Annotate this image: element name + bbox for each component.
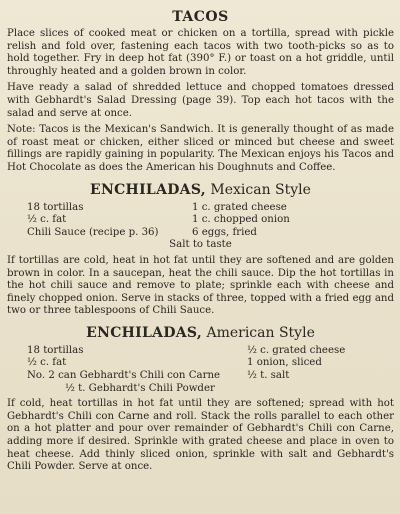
ingredient-item: Chili Sauce (recipe p. 36) bbox=[27, 226, 159, 238]
tacos-title: TACOS bbox=[172, 9, 229, 25]
ingredient-row bbox=[7, 227, 394, 240]
enchiladas-mexican-title bbox=[7, 181, 394, 199]
ingredient-item: ½ c. fat bbox=[27, 214, 67, 226]
ingredient-item: 1 onion, sliced bbox=[247, 357, 322, 369]
tacos-paragraph-1: Place slices of cooked meat or chicken on a tortilla, spread with pickle relish and fold over, fastening each tacos with two tooth-picks so as to hold together. Fry in deep hot fat (390° F.) or toast on a hot griddle, until throughly heated and a golden brown in color. bbox=[7, 28, 394, 77]
ingredient-row bbox=[7, 345, 394, 358]
ingredient-item: ½ t. salt bbox=[247, 370, 290, 382]
enchiladas-american-ingredients bbox=[7, 345, 394, 395]
enchiladas-mexican-title-style: Mexican Style bbox=[210, 181, 311, 198]
tacos-paragraph-2: Have ready a salad of shredded lettuce and chopped tomatoes dressed with Gebhardt's Salad Dressing (page 39). Top each hot tacos with the salad and serve at once. bbox=[7, 82, 394, 119]
enchiladas-american-title bbox=[7, 324, 394, 342]
ingredient-item: 18 tortillas bbox=[27, 201, 84, 213]
ingredient-row bbox=[7, 214, 394, 227]
enchiladas-american-directions: If cold, heat tortillas in hot fat until they are softened; spread with hot Gebhardt's Chili con Carne and roll. Stack the rolls parallel to each other on a hot platter and pour over remainder of Gebhardt's Chili con Carne, adding more if desired. Sprinkle with grated cheese and place in oven to heat cheese. Add thinly sliced onion, sprinkle with salt and Gebhardt's Chili Powder. Serve at once. bbox=[7, 398, 394, 473]
enchiladas-mexican-ingredients bbox=[7, 202, 394, 252]
ingredient-row bbox=[7, 370, 394, 383]
ingredient-item: Salt to taste bbox=[169, 239, 232, 251]
enchiladas-mexican-title-main: ENCHILADAS, bbox=[90, 181, 206, 198]
tacos-note: Note: Tacos is the Mexican's Sandwich. It is generally thought of as made of roast meat or chicken, either sliced or minced but cheese and sweet fillings are rapidly gaining in popularity. The Mexican enjoys his Tacos and Hot Chocolate as does the American his Doughnuts and Coffee. bbox=[7, 124, 394, 173]
ingredient-item: 1 c. grated cheese bbox=[192, 201, 287, 213]
ingredient-row bbox=[7, 202, 394, 215]
ingredient-item: No. 2 can Gebhardt's Chili con Carne bbox=[27, 370, 221, 382]
ingredient-item: 18 tortillas bbox=[27, 344, 84, 356]
ingredient-row bbox=[7, 357, 394, 370]
ingredient-item: 6 eggs, fried bbox=[192, 226, 257, 238]
ingredient-item: 1 c. chopped onion bbox=[192, 214, 290, 226]
enchiladas-american-title-main: ENCHILADAS, bbox=[86, 324, 203, 341]
enchiladas-mexican-directions: If tortillas are cold, heat in hot fat until they are softened and are golden brown in color. In a saucepan, heat the chili sauce. Dip the hot tortillas in the hot chili sauce and remove to plate; sprinkle each with cheese and finely chopped onion. Serve in stacks of three, topped with a fried egg and two or three tablespoons of Chili Sauce. bbox=[7, 254, 394, 317]
enchiladas-american-title-style: American Style bbox=[206, 324, 315, 341]
ingredient-item: ½ c. fat bbox=[27, 357, 67, 369]
ingredient-item: ½ t. Gebhardt's Chili Powder bbox=[65, 382, 215, 394]
ingredient-item: ½ c. grated cheese bbox=[247, 344, 346, 356]
